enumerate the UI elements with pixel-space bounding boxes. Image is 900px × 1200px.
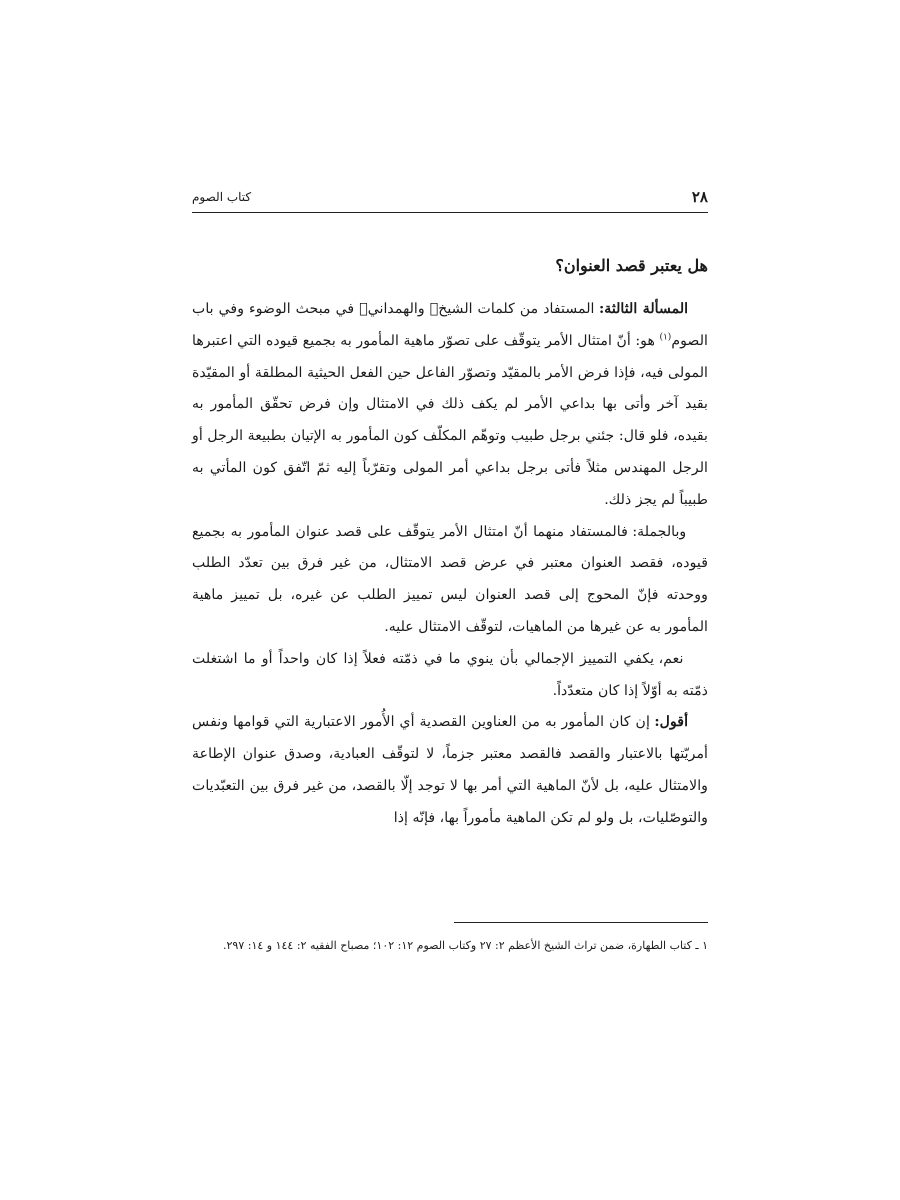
section-heading: هل يعتبر قصد العنوان؟ (555, 256, 708, 275)
footnote: ١ ـ كتاب الطهارة، ضمن تراث الشيخ الأعظم ٢: ٢٧ وكتاب الصوم ١٢: ١٠٢؛ مصباح الفقيه ٢: ١٤٤ و ١٤: ٢٩٧. (223, 939, 708, 952)
paragraph-text: نعم، يكفي التمييز الإجمالي بأن ينوي ما في ذمّته فعلاً إذا كان واحداً أو ما اشتغلت ذمّته به أوّلاً إذا كان متعدّداً. (192, 650, 708, 699)
footnote-rule (454, 922, 708, 923)
paragraph-lead: أقول: (654, 714, 689, 731)
book-title: كتاب الصوم (192, 190, 252, 204)
paragraph-4 (192, 707, 708, 834)
paragraph-lead: المسألة الثالثة: (598, 301, 689, 317)
running-header (192, 186, 708, 210)
paragraph-text: إن كان المأمور به من العناوين القصدية أي الأُمور الاعتبارية التي قوامها ونفس أمريّتها بالاعتبار والقصد فالقصد معتبر جزماً، لا لتوقّف العبادية، وصدق عنوان الإطاعة والامتثال عليه، بل لأنّ الماهية التي أمر بها لا توجد إلّا بالقصد، من غير فرق بين التعبّديات والتوصّليات، بل ولو لم تكن الماهية مأموراً بها، فإنّه إذا (192, 714, 708, 826)
paragraph-3 (192, 644, 708, 708)
paragraph-2 (192, 517, 708, 644)
paragraph-text: وبالجملة: فالمستفاد منهما أنّ امتثال الأمر يتوقّف على قصد عنوان المأمور به بجميع قيوده، فقصد العنوان معتبر في عرض قصد الامتثال، من غير فرق بين تعدّد الطلب ووحدته فإنّ المحوج إلى قصد العنوان ليس تمييز الطلب عن غيره، بل تمييز ماهية المأمور به عن غيرها من الماهيات، لتوقّف الامتثال عليه. (192, 523, 708, 635)
paragraph-1 (192, 294, 708, 517)
header-rule (192, 212, 708, 213)
paragraph-text: هو: أنّ امتثال الأمر يتوقّف على تصوّر ماهية المأمور به بجميع قيوده التي اعتبرها المولى فيه، فإذا فرض الأمر بالمقيّد وتصوّر الفاعل حين الفعل الحيثية المطلقة أو المقيّدة بقيد آخر وأتى بها بداعي الأمر لم يكف ذلك في الامتثال وإن فرض تحقّق المأمور به بقيده، فلو قال: جئني برجل طبيب وتوهّم المكلّف كون المأمور به الإتيان بطبيعة الرجل أو الرجل المهندس مثلاً فأتى برجل بداعي أمر المولى وتقرّباً إليه ثمّ اتّفق كون المأتي به طبيباً لم يجز ذلك. (192, 332, 708, 508)
paragraph-text: المستفاد من كلمات الشيخ﷫ والهمداني﷫ في مبحث الوضوء وفي باب الصوم (192, 301, 708, 349)
page-number: ٢٨ (691, 188, 708, 206)
footnote-ref[interactable]: (١) (659, 332, 672, 343)
body-text (192, 250, 708, 835)
